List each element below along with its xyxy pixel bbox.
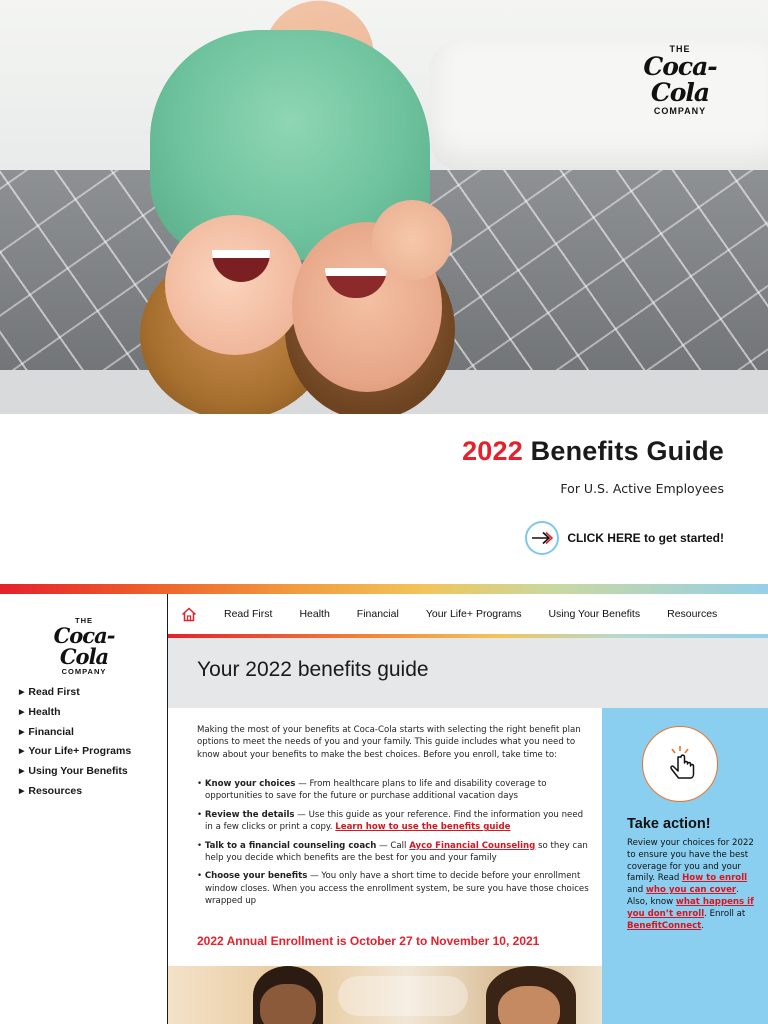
guide-title-text: Benefits Guide <box>530 436 724 466</box>
take-action-text-3: . Also, know <box>627 885 739 907</box>
triangle-right-icon: ▶ <box>19 689 25 696</box>
nav-financial[interactable]: Financial <box>356 608 399 620</box>
how-to-enroll-link[interactable]: How to enroll <box>682 873 748 884</box>
guide-title <box>462 436 724 467</box>
list-item-text: — From healthcare plans to life and disability coverage to opportunities to save for the future or purchase additional vacation days <box>205 779 547 802</box>
take-action-text-2: and <box>627 885 646 896</box>
logo-wordmark: Coca-Cola <box>643 52 717 107</box>
sidebar-item-label: Using Your Benefits <box>28 765 128 778</box>
logo-company: COMPANY <box>653 106 707 116</box>
photo-hand <box>372 200 452 280</box>
nav-your-life-programs[interactable]: Your Life+ Programs <box>425 608 522 620</box>
page-title: Your 2022 benefits guide <box>197 658 429 681</box>
rainbow-divider <box>0 584 768 594</box>
list-item-title: Choose your benefits <box>204 871 308 882</box>
benefits-guide-link[interactable]: Learn how to use the benefits guide <box>335 822 511 833</box>
people-photo <box>168 966 602 1024</box>
guide-subtitle: For U.S. Active Employees <box>560 481 724 496</box>
sidebar-item-resources[interactable] <box>19 782 131 802</box>
triangle-right-icon: ▶ <box>19 708 25 716</box>
nav-using-your-benefits[interactable]: Using Your Benefits <box>548 608 641 620</box>
list-item-text: — Use this guide as your reference. Find the information you need in a few clicks or print a copy. <box>205 809 584 833</box>
sidebar <box>0 594 168 1024</box>
list-item-text: — You only have a short time to decide before your enrollment window closes. When you access the enrollment system, be sure you have those choices wrapped up <box>205 871 589 907</box>
nav-health[interactable]: Health <box>299 608 330 620</box>
take-action-text-1: Review your choices for 2022 to ensure you have the best coverage for you and your family. Read <box>627 838 754 884</box>
main-content <box>168 708 602 1024</box>
sidebar-item-label: Your Life+ Programs <box>28 745 132 758</box>
page-banner <box>168 638 768 708</box>
photo-background-blur <box>338 976 468 1016</box>
take-action-text <box>627 838 759 932</box>
nav-resources[interactable]: Resources <box>667 608 718 620</box>
logo-the: THE <box>669 44 691 54</box>
sidebar-item-label: Read First <box>28 686 80 698</box>
intro-paragraph: Making the most of your benefits at Coca‑Cola starts with selecting the right benefit plan options to meet the needs of you and your family. This guide includes what you need to know about your benefits to make the best choices. Before you enroll, take time to: <box>197 725 581 760</box>
benefitconnect-link[interactable]: BenefitConnect <box>627 920 702 931</box>
enrollment-dates: 2022 Annual Enrollment is October 27 to November 10, 2021 <box>197 934 540 948</box>
ayco-link[interactable]: Ayco Financial Counseling <box>409 840 536 851</box>
list-item: • Review the details — Use this guide as your reference. Find the information you need in a few clicks or print a copy. Learn how to use the benefits guide <box>197 809 584 833</box>
sidebar-coca-cola-logo <box>42 616 126 676</box>
list-item-title: Know your choices <box>204 779 296 789</box>
sidebar-item-financial[interactable] <box>19 723 131 743</box>
sidebar-item-using-your-benefits[interactable] <box>19 762 131 782</box>
list-item-text-after: so they can help you decide which benefits are the best for you and your family <box>205 840 588 864</box>
who-you-can-cover-link[interactable]: who you can cover <box>645 885 737 896</box>
get-started-label: CLICK HERE to get started! <box>567 531 724 545</box>
list-item: • Know your choices — From healthcare plans to life and disability coverage to opportunities to save for the future or purchase additional vacation days <box>197 779 547 802</box>
list-item-title: Review the details <box>204 809 295 820</box>
dont-enroll-link[interactable]: what happens if you don’t enroll <box>627 896 754 919</box>
photo-child-face <box>165 215 305 355</box>
coca-cola-logo <box>630 44 730 116</box>
triangle-right-icon: ▶ <box>19 787 25 795</box>
photo-woman-face <box>498 986 560 1024</box>
list-item-title: Talk to a financial counseling coach <box>204 840 377 851</box>
logo-company: COMPANY <box>61 667 107 676</box>
triangle-right-icon: ▶ <box>19 768 25 776</box>
sidebar-item-label: Resources <box>28 784 83 797</box>
list-item: • Choose your benefits — You only have a short time to decide before your enrollment window closes. When you access the enrollment system, be sure you have those choices wrapped up <box>197 871 589 907</box>
logo-the: THE <box>75 616 93 625</box>
list-item: • Talk to a financial counseling coach — Call Ayco Financial Counseling so they can help you decide which benefits are the best for you and your family <box>197 840 588 864</box>
home-icon[interactable] <box>168 607 210 622</box>
top-nav <box>168 594 768 634</box>
nav-read-first[interactable]: Read First <box>224 608 273 620</box>
take-action-text-4: . Enroll at <box>704 908 746 919</box>
sidebar-item-read-first[interactable] <box>19 683 131 703</box>
triangle-right-icon: ▶ <box>19 728 25 736</box>
sidebar-item-label: Financial <box>28 725 74 738</box>
get-started-button[interactable] <box>525 521 724 555</box>
sidebar-nav <box>19 683 131 802</box>
pointer-hand-icon <box>642 726 718 802</box>
logo-wordmark: Coca-Cola <box>53 623 115 669</box>
take-action-text-5: . <box>701 920 705 931</box>
guide-page <box>0 594 768 1024</box>
triangle-right-icon: ▶ <box>19 748 25 756</box>
arrow-right-icon <box>525 521 559 555</box>
sidebar-item-label: Health <box>28 705 61 718</box>
guide-title-year: 2022 <box>462 436 523 466</box>
checklist <box>197 778 589 914</box>
take-action-heading: Take action! <box>627 816 711 832</box>
sidebar-item-your-life-programs[interactable] <box>19 742 131 762</box>
take-action-panel <box>602 708 768 1024</box>
hero-photo <box>0 0 768 414</box>
list-item-text: — Call <box>376 840 410 851</box>
sidebar-item-health[interactable] <box>19 703 131 723</box>
photo-man-face <box>260 984 316 1024</box>
